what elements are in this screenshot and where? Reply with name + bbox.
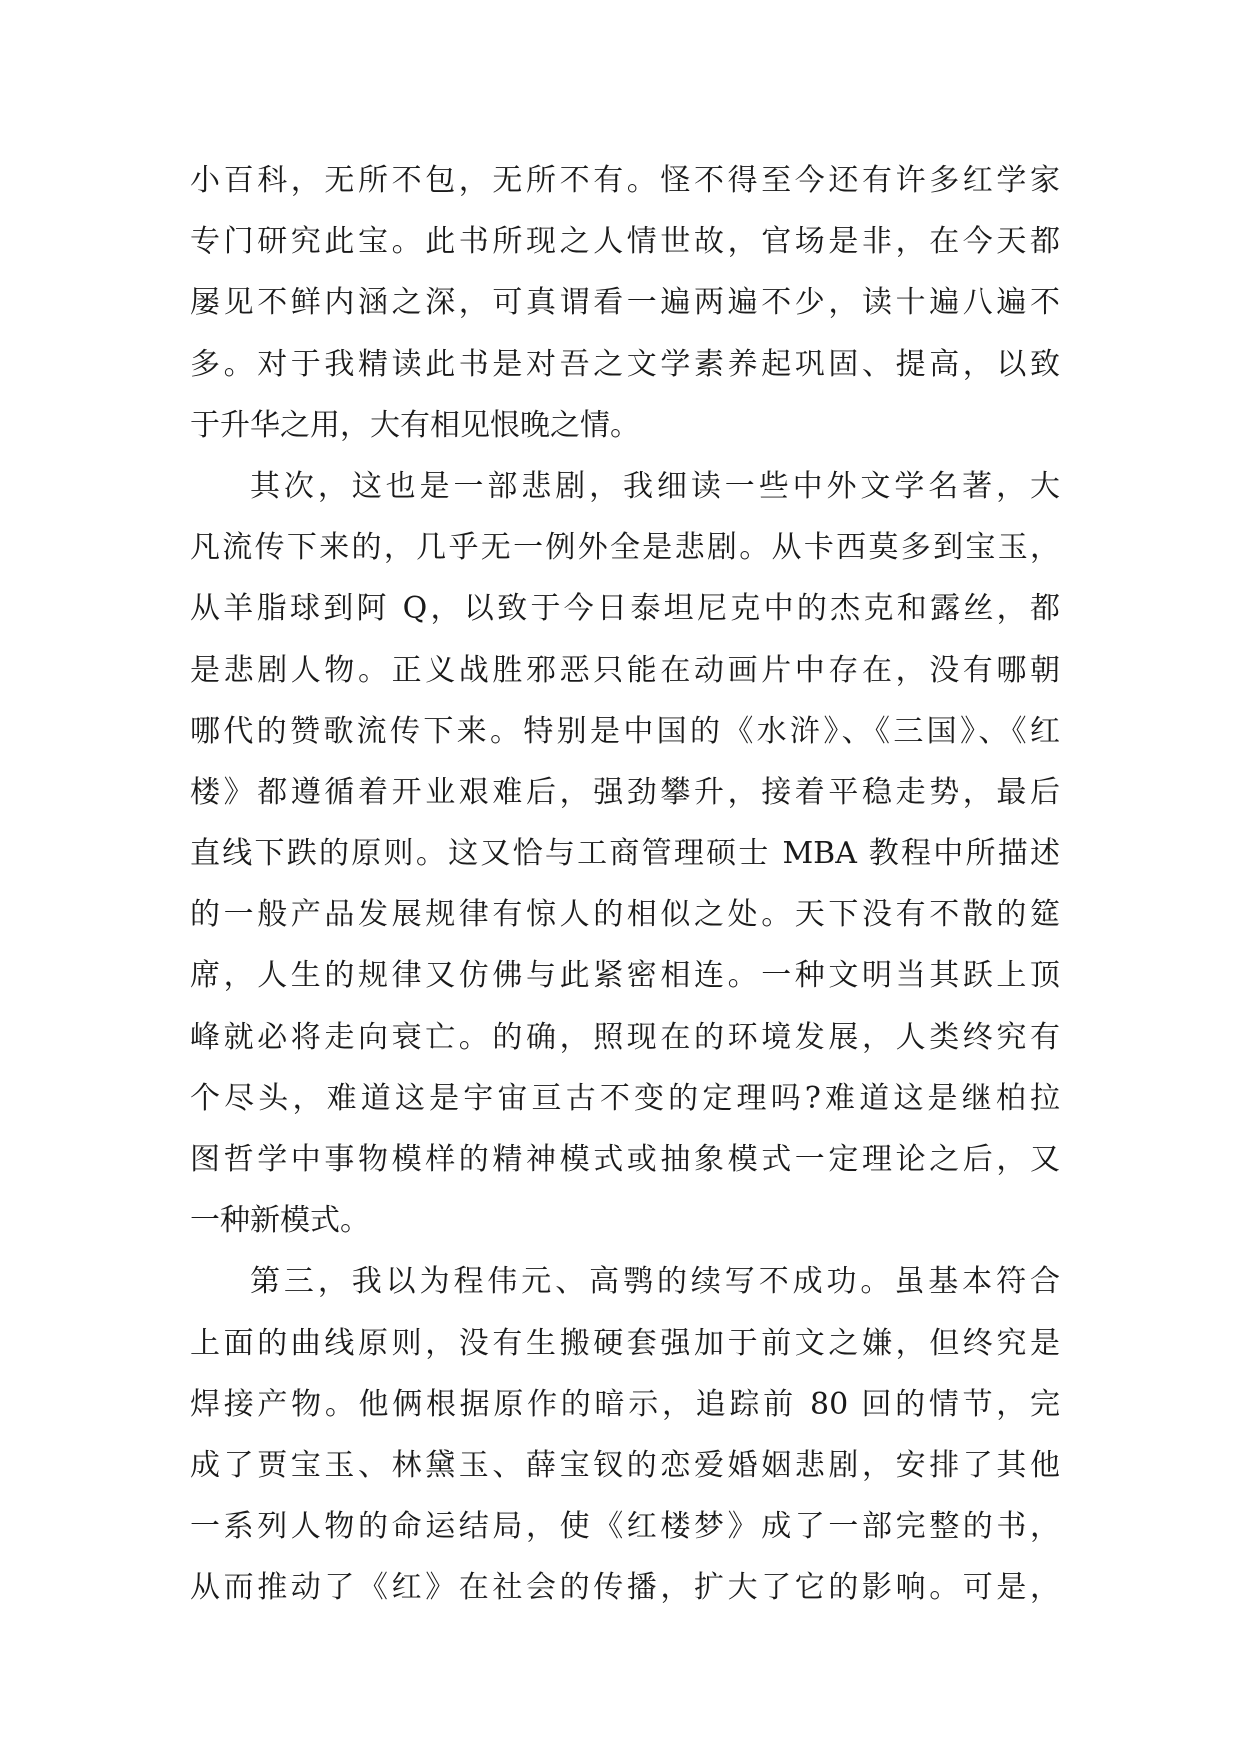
text-line: 的一般产品发展规律有惊人的相似之处。天下没有不散的筵 bbox=[190, 897, 1060, 933]
text-line: 屡见不鲜内涵之深，可真谓看一遍两遍不少，读十遍八遍不 bbox=[190, 285, 1060, 321]
text-line: 小百科，无所不包，无所不有。怪不得至今还有许多红学家 bbox=[190, 163, 1060, 198]
text-line: 楼》都遵循着开业艰难后，强劲攀升，接着平稳走势，最后 bbox=[190, 774, 1060, 810]
text-line: 哪代的赞歌流传下来。特别是中国的《水浒》、《三国》、《红 bbox=[190, 713, 1060, 749]
text-line: 多。对于我精读此书是对吾之文学素养起巩固、提高，以致 bbox=[190, 346, 1060, 382]
paragraph-first-line: 其次，这也是一部悲剧，我细读一些中外文学名著，大 bbox=[250, 468, 1060, 504]
text-line: 焊接产物。他俩根据原作的暗示，追踪前 80 回的情节，完 bbox=[190, 1386, 1060, 1422]
text-line: 从而推动了《红》在社会的传播，扩大了它的影响。可是， bbox=[190, 1570, 1060, 1606]
text-line: 上面的曲线原则，没有生搬硬套强加于前文之嫌，但终究是 bbox=[190, 1325, 1060, 1361]
paragraph-first-line: 第三，我以为程伟元、高鹗的续写不成功。虽基本符合 bbox=[250, 1264, 1060, 1300]
text-line: 席，人生的规律又仿佛与此紧密相连。一种文明当其跃上顶 bbox=[190, 958, 1060, 994]
text-line: 是悲剧人物。正义战胜邪恶只能在动画片中存在，没有哪朝 bbox=[190, 652, 1060, 688]
text-line: 一种新模式。 bbox=[190, 1203, 370, 1239]
text-line: 图哲学中事物模样的精神模式或抽象模式一定理论之后，又 bbox=[190, 1142, 1060, 1177]
text-line: 个尽头，难道这是宇宙亘古不变的定理吗?难道这是继柏拉 bbox=[190, 1080, 1060, 1116]
text-line: 从羊脂球到阿 Q，以致于今日泰坦尼克中的杰克和露丝，都 bbox=[190, 591, 1060, 627]
body-text bbox=[190, 150, 1060, 1619]
text-line: 成了贾宝玉、林黛玉、薛宝钗的恋爱婚姻悲剧，安排了其他 bbox=[190, 1447, 1060, 1483]
text-line: 一系列人物的命运结局，使《红楼梦》成了一部完整的书， bbox=[190, 1509, 1060, 1545]
text-line: 直线下跌的原则。这又恰与工商管理硕士 MBA 教程中所描述 bbox=[190, 836, 1060, 872]
text-line: 专门研究此宝。此书所现之人情世故，官场是非，在今天都 bbox=[190, 224, 1060, 260]
text-line: 凡流传下来的，几乎无一例外全是悲剧。从卡西莫多到宝玉， bbox=[190, 530, 1060, 566]
text-line: 于升华之用，大有相见恨晚之情。 bbox=[190, 407, 640, 443]
text-line: 峰就必将走向衰亡。的确，照现在的环境发展，人类终究有 bbox=[190, 1019, 1060, 1055]
